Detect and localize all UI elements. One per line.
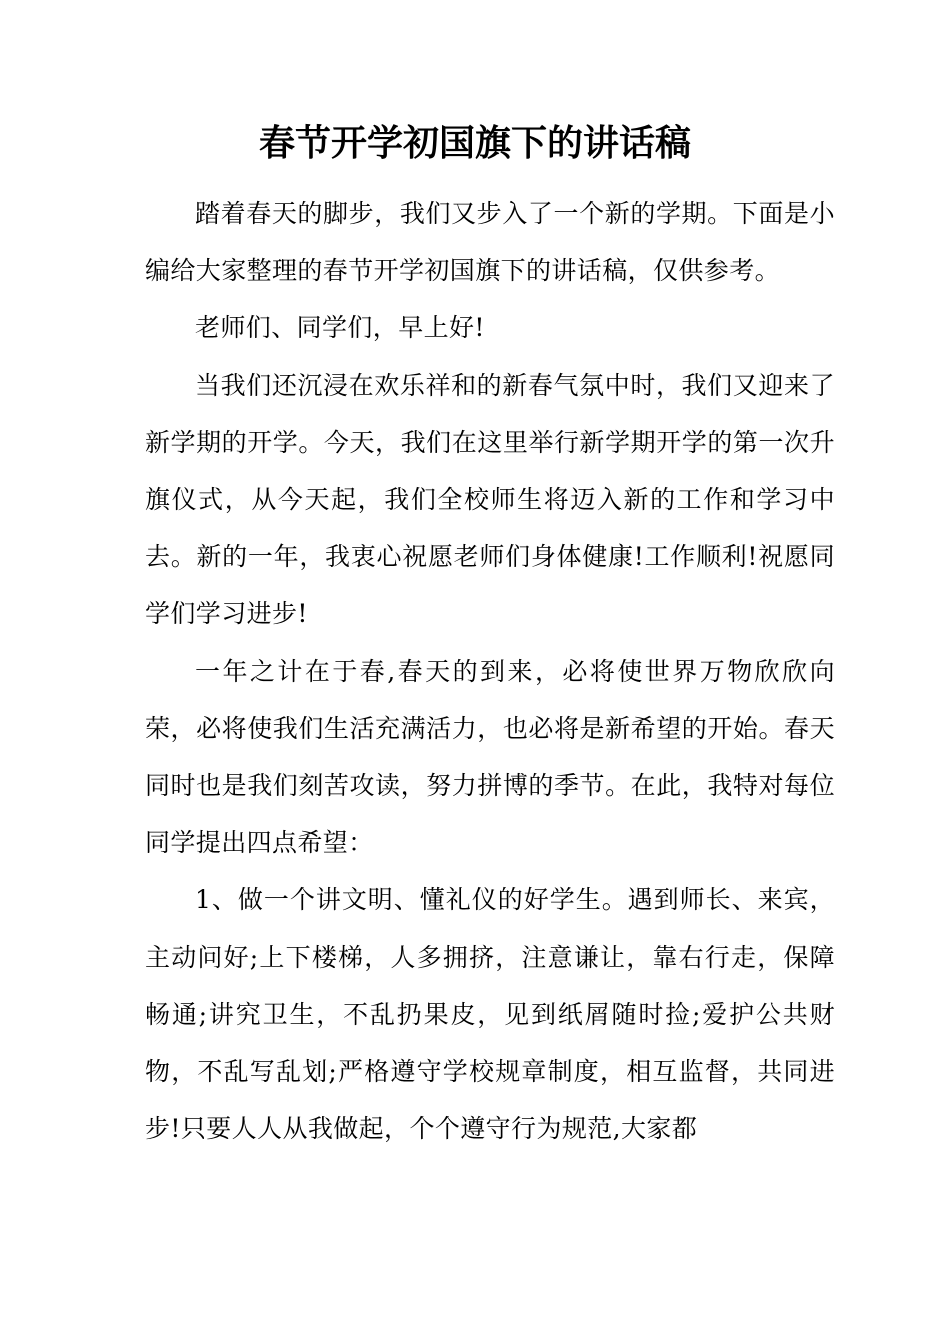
paragraph-greeting: 老师们、同学们，早上好! <box>195 313 485 343</box>
paragraph-spring: 一年之计在于春,春天的到来，必将使世界万物欣欣向荣，必将使我们生活充满活力，也必将是新希望的开始。春天同时也是我们刻苦攻读，努力拼博的季节。在此，我特对每位同学提出四点希望： <box>145 656 835 858</box>
paragraph-new-semester: 当我们还沉浸在欢乐祥和的新春气氛中时，我们又迎来了新学期的开学。今天，我们在这里举行新学期开学的第一次升旗仪式，从今天起，我们全校师生将迈入新的工作和学习中去。新的一年，我衷心祝愿老师们身体健康!工作顺利!祝愿同学们学习进步! <box>145 370 835 629</box>
document-title: 春节开学初国旗下的讲话稿 <box>258 123 691 164</box>
paragraph-hope-1: 1、做一个讲文明、懂礼仪的好学生。遇到师长、来宾，主动问好;上下楼梯，人多拥挤，注意谦让，靠右行走，保障畅通;讲究卫生，不乱扔果皮，见到纸屑随时捡;爱护公共财物，不乱写乱划;严格遵守学校规章制度，相互监督，共同进步!只要人人从我做起，个个遵守行为规范,大家都 <box>145 885 835 1144</box>
document-body <box>145 185 835 1157</box>
paragraph-intro: 踏着春天的脚步，我们又步入了一个新的学期。下面是小编给大家整理的春节开学初国旗下的讲话稿，仅供参考。 <box>145 199 835 286</box>
